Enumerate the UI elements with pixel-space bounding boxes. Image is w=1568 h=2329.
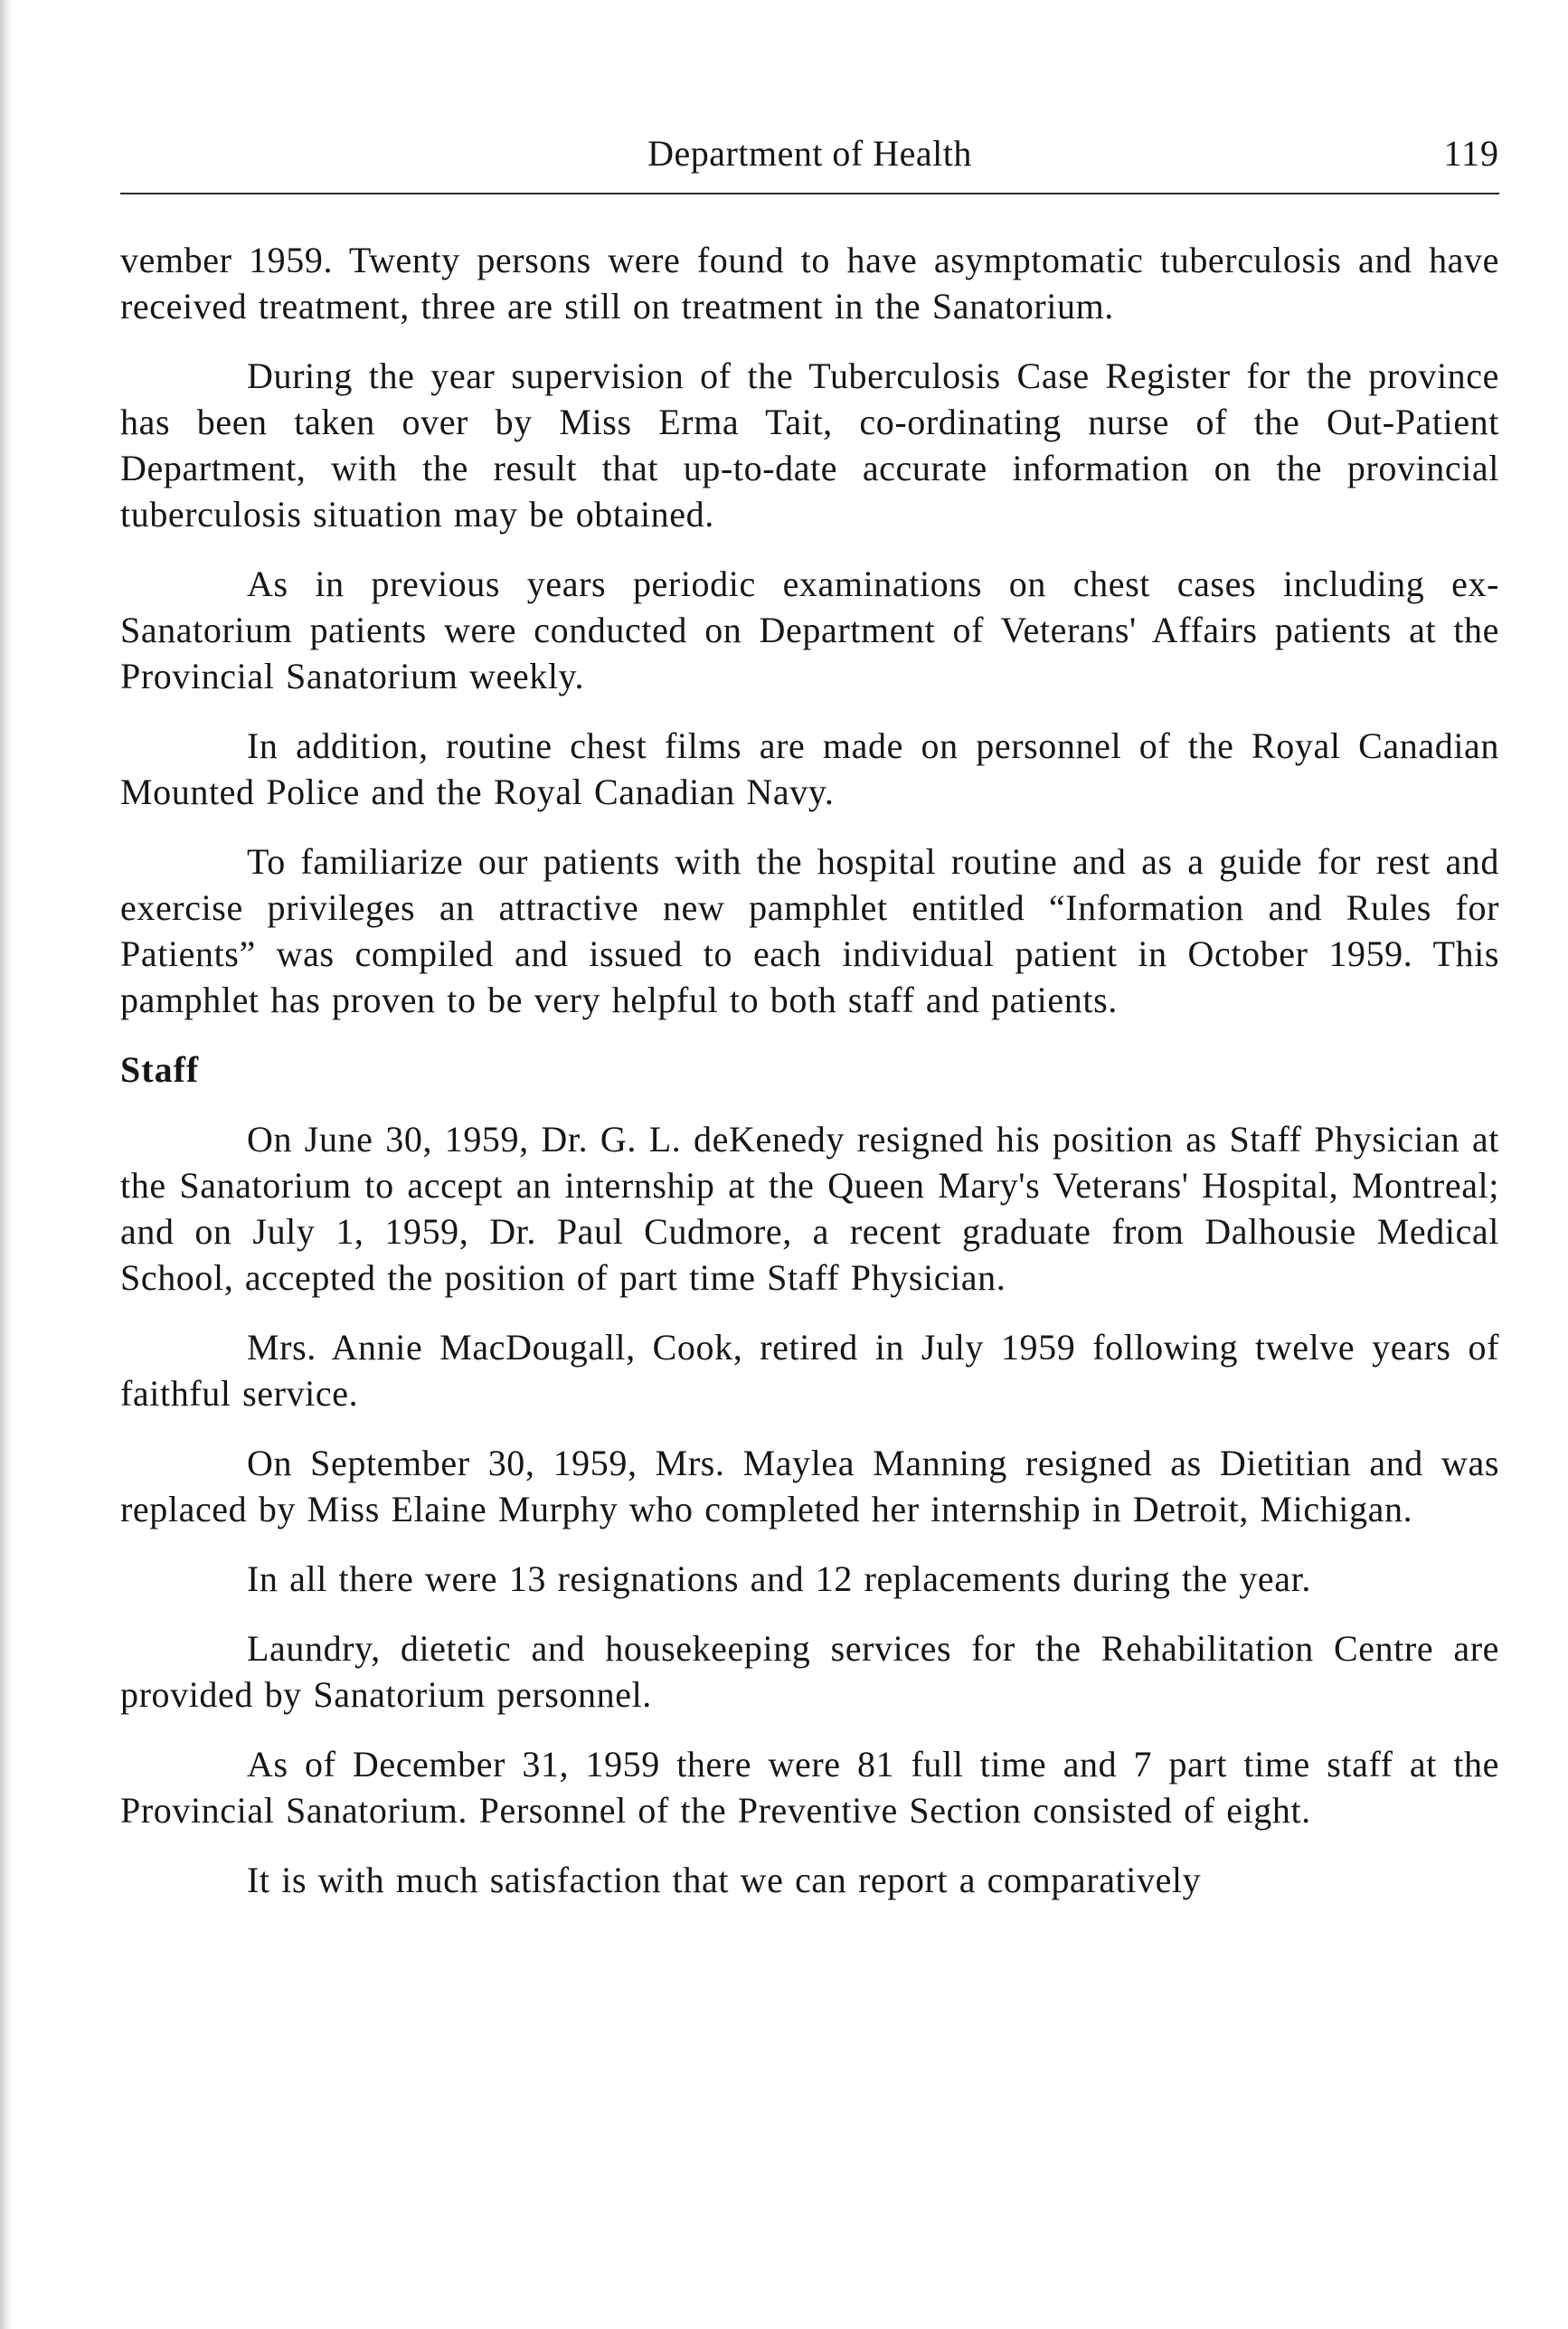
paragraph-dietitian: On September 30, 1959, Mrs. Maylea Manning resigned as Dietitian and was replaced by Miss Elaine Murphy who completed her internship in Detroit, Michigan.	[120, 1443, 1499, 1529]
page-edge-shadow	[0, 0, 13, 2329]
paragraph-closing: It is with much satisfaction that we can report a comparatively	[247, 1860, 1202, 1900]
paragraph-resignations: In all there were 13 resignations and 12 replacements during the year.	[247, 1558, 1311, 1599]
header-title: Department of Health	[647, 133, 972, 174]
header-rule	[120, 193, 1499, 194]
paragraph-continuation: vember 1959. Twenty persons were found to have asymptomatic tuberculosis and have received treatment, three are still on treatment in the Sanatorium.	[120, 240, 1499, 327]
paragraph-veterans-affairs: As in previous years periodic examinations on chest cases including ex-Sanatorium patients were conducted on Department of Veterans' Affairs patients at the Provincial Sanatorium weekly.	[120, 563, 1499, 696]
paragraph-staff-count: As of December 31, 1959 there were 81 full time and 7 part time staff at the Provincial Sanatorium. Personnel of the Preventive Section consisted of eight.	[120, 1744, 1499, 1831]
running-header	[120, 127, 1499, 181]
section-heading-staff: Staff	[120, 1049, 200, 1090]
paragraph-services: Laundry, dietetic and housekeeping services for the Rehabilitation Centre are provided by Sanatorium personnel.	[120, 1628, 1499, 1715]
page-number: 119	[1443, 133, 1499, 174]
body-text	[120, 237, 1499, 1927]
paragraph-staff-physician: On June 30, 1959, Dr. G. L. deKenedy resigned his position as Staff Physician at the Sanatorium to accept an internship at the Queen Mary's Veterans' Hospital, Montreal; and on July 1, 1959, Dr. Paul Cudmore, a recent graduate from Dalhousie Medical School, accepted the position of part time Staff Physician.	[120, 1119, 1499, 1298]
paragraph-pamphlet: To familiarize our patients with the hospital routine and as a guide for rest and exercise privileges an attractive new pamphlet entitled “Information and Rules for Patients” was compiled and issued to each individual patient in October 1959. This pamphlet has proven to be very helpful to both staff and patients.	[120, 841, 1499, 1020]
paragraph-case-register: During the year supervision of the Tuberculosis Case Register for the province has been taken over by Miss Erma Tait, co-ordinating nurse of the Out-Patient Department, with the result that up-to-date accurate information on the provincial tuberculosis situation may be obtained.	[120, 355, 1499, 535]
paragraph-cook-retired: Mrs. Annie MacDougall, Cook, retired in July 1959 following twelve years of faithful service.	[120, 1327, 1499, 1414]
paragraph-chest-films: In addition, routine chest films are made on personnel of the Royal Canadian Mounted Police and the Royal Canadian Navy.	[120, 725, 1499, 812]
